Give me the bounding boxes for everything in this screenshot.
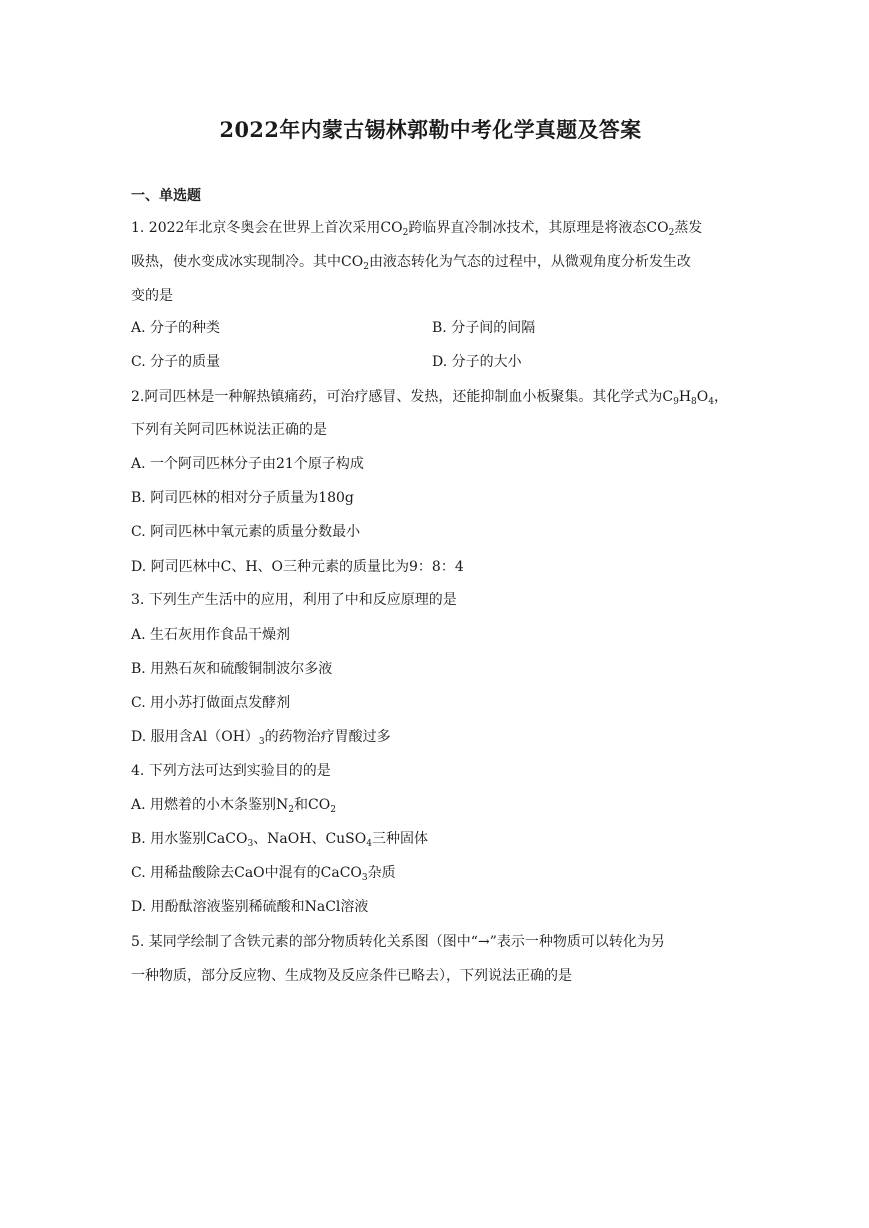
q2-option-a: A. 一个阿司匹林分子由21个原子构成: [131, 456, 364, 472]
q1-option-c: C. 分子的质量: [131, 354, 221, 370]
q4-option-c: C. 用稀盐酸除去CaO中混有的CaCO$_3$杂质: [131, 865, 396, 883]
q4-option-a: A. 用燃着的小木条鉴别$N_2$和$CO_2$: [131, 797, 336, 815]
q2-line-1: 2.阿司匹林是一种解热镇痛药，可治疗感冒、发热，还能抑制血小板聚集。其化学式为$C_9H_8O_4$，: [131, 389, 728, 407]
q1-option-a: A. 分子的种类: [131, 320, 221, 336]
q2-line-2: 下列有关阿司匹林说法正确的是: [131, 422, 327, 438]
q3-option-d: D. 服用含$Al(OH)_3$的药物治疗胃酸过多: [131, 729, 391, 747]
q3-stem: 3. 下列生产生活中的应用，利用了中和反应原理的是: [131, 592, 457, 608]
q2-option-b: B. 阿司匹林的相对分子质量为180g: [131, 490, 354, 506]
section-heading: 一、单选题: [131, 188, 201, 204]
q1-line-1: 1. 2022年北京冬奥会在世界上首次采用$CO_2$跨临界直冷制冰技术，其原理是将液态$CO_2$蒸发: [131, 220, 703, 238]
q3-option-b: B. 用熟石灰和硫酸铜制波尔多液: [131, 661, 333, 677]
q5-line-2: 一种物质，部分反应物、生成物及反应条件已略去），下列说法正确的是: [131, 968, 572, 984]
q4-stem: 4. 下列方法可达到实验目的的是: [131, 763, 331, 779]
q2-option-d: D. 阿司匹林中C、H、O三种元素的质量比为9：8：4: [131, 559, 464, 575]
q2-option-c: C. 阿司匹林中氧元素的质量分数最小: [131, 524, 361, 540]
q1-option-b: B. 分子间的间隔: [432, 320, 536, 336]
q5-line-1: 5. 某同学绘制了含铁元素的部分物质转化关系图（图中“→”表示一种物质可以转化为另: [131, 934, 665, 950]
q1-line-3: 变的是: [131, 288, 173, 304]
q3-option-c: C. 用小苏打做面点发酵剂: [131, 695, 291, 711]
document-title: 2022年内蒙古锡林郭勒中考化学真题及答案: [219, 117, 642, 142]
q3-option-a: A. 生石灰用作食品干燥剂: [131, 627, 291, 643]
q1-option-d: D. 分子的大小: [432, 354, 522, 370]
q4-option-d: D. 用酚酞溶液鉴别稀硫酸和NaCl溶液: [131, 899, 369, 915]
q4-option-b: B. 用水鉴别CaCO$_3$、NaOH、CuSO$_4$三种固体: [131, 831, 428, 849]
q1-line-2: 吸热，使水变成冰实现制冷。其中$CO_2$由液态转化为气态的过程中，从微观角度分析发生改: [131, 254, 691, 272]
